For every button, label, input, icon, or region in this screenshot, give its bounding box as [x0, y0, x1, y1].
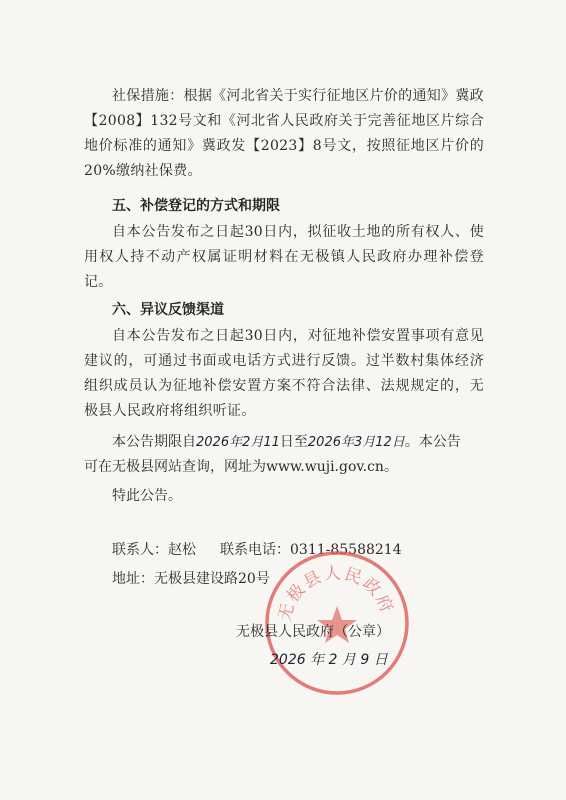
address-line	[112, 569, 270, 589]
website-line: 可在无极县网站查询，网址为www.wuji.gov.cn。	[84, 459, 398, 475]
period-middle: 日至	[279, 434, 308, 450]
contact-phone: 0311-85588214	[290, 542, 402, 558]
period-prefix: 本公告期限自	[112, 434, 196, 450]
section5-heading: 五、补偿登记的方式和期限	[112, 198, 280, 214]
period-start-handwritten: 2026年2月11	[196, 435, 280, 450]
contact-person: 赵松	[168, 542, 196, 558]
period-suffix: 。本公告	[404, 434, 461, 450]
period-end-handwritten: 2026年3月12日	[307, 435, 405, 450]
notice-text: 特此公告。	[112, 488, 182, 504]
contact-phone-label: 联系电话：	[220, 542, 290, 558]
period-line	[112, 432, 461, 453]
address-label: 地址：	[112, 571, 154, 587]
social-security-paragraph: 社保措施：根据《河北省关于实行征地区片价的通知》冀政【2008】132号文和《河北省人民政府关于完善征地区片综合地价标准的通知》冀政发【2023】8号文，按照征地区片价的20%缴纳社保费。	[84, 88, 484, 179]
section6-body: 自本公告发布之日起30日内，对征地补偿安置事项有意见建议的，可通过书面或电话方式进行反馈。过半数村集体经济组织成员认为征地补偿安置方案不符合法律、法规规定的，无极县人民政府将组织听证。	[84, 328, 484, 419]
section5-body: 自本公告发布之日起30日内，拟征收土地的所有权人、使用权人持不动产权属证明材料在无极镇人民政府办理补偿登记。	[84, 224, 484, 290]
contact-person-label: 联系人：	[112, 542, 168, 558]
signature-org: 无极县人民政府（公章）	[236, 624, 390, 640]
address-value: 无极县建设路20号	[154, 571, 270, 587]
section6-heading: 六、异议反馈渠道	[112, 302, 224, 318]
signature-date-handwritten: 2026 年 2 月 9 日	[270, 652, 388, 668]
seal-text: 无极县人民政府	[274, 563, 398, 624]
